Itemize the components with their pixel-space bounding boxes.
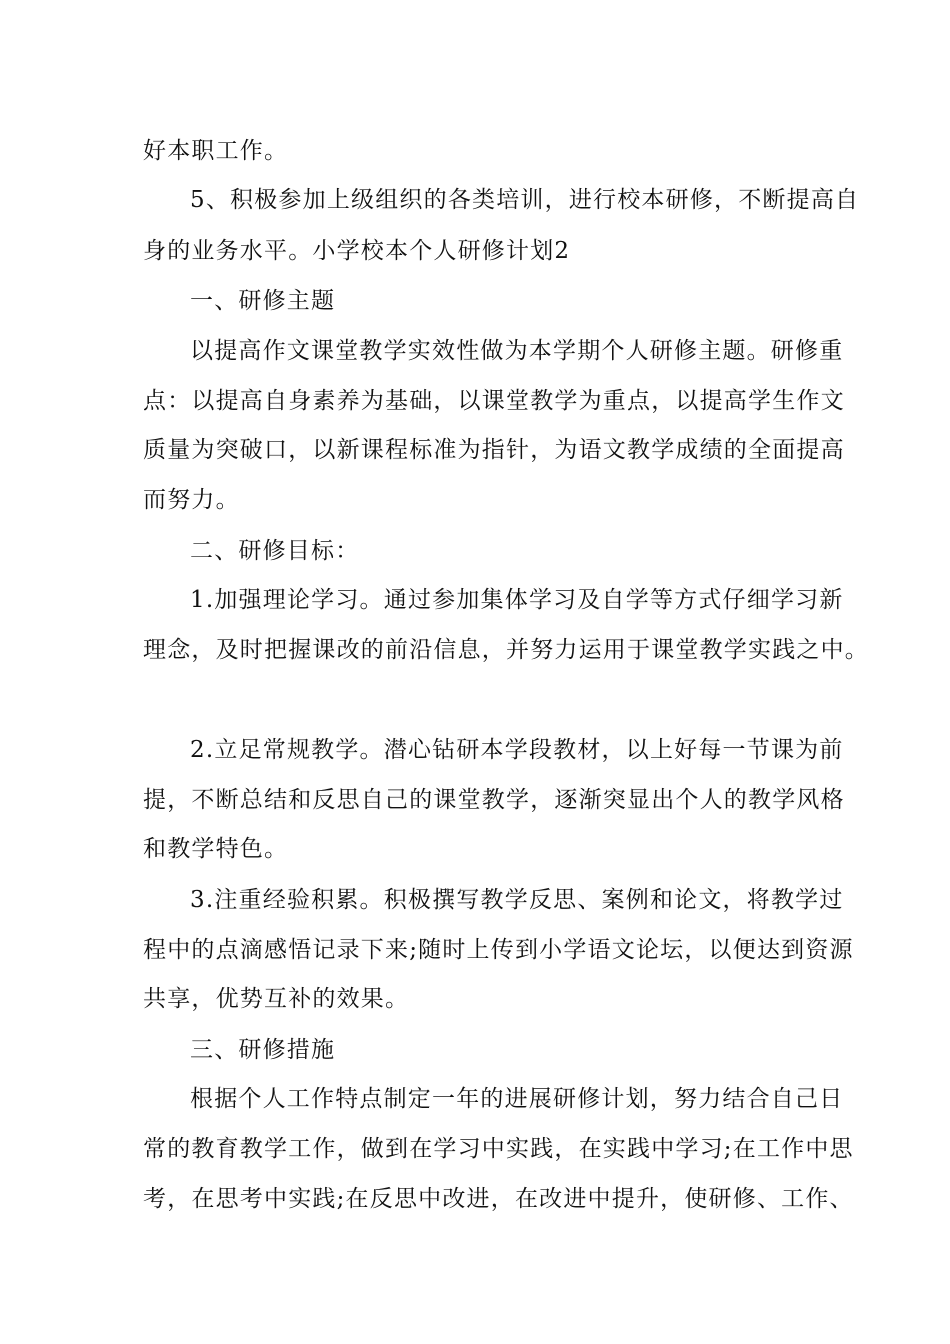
text-line: 提，不断总结和反思自己的课堂教学，逐渐突显出个人的教学风格 bbox=[143, 787, 845, 813]
text-line: 点：以提高自身素养为基础，以课堂教学为重点，以提高学生作文 bbox=[143, 388, 845, 414]
text-line: 和教学特色。 bbox=[143, 836, 289, 862]
text-line: 5、积极参加上级组织的各类培训，进行校本研修，不断提高自 bbox=[190, 187, 860, 213]
text-line: 2.立足常规教学。潜心钻研本学段教材，以上好每一节课为前 bbox=[190, 737, 844, 763]
text-line: 考，在思考中实践;在反思中改进，在改进中提升，使研修、工作、 bbox=[143, 1186, 854, 1212]
text-line: 以提高作文课堂教学实效性做为本学期个人研修主题。研修重 bbox=[190, 338, 844, 364]
text-line: 程中的点滴感悟记录下来;随时上传到小学语文论坛，以便达到资源 bbox=[143, 937, 854, 963]
text-line: 身的业务水平。小学校本个人研修计划2 bbox=[143, 238, 571, 264]
text-line: 常的教育教学工作，做到在学习中实践，在实践中学习;在工作中思 bbox=[143, 1136, 854, 1162]
text-line: 而努力。 bbox=[143, 487, 240, 513]
section-heading: 三、研修措施 bbox=[190, 1037, 336, 1063]
section-heading: 二、研修目标： bbox=[190, 538, 360, 564]
text-line: 理念，及时把握课改的前沿信息，并努力运用于课堂教学实践之中。 bbox=[143, 637, 869, 663]
section-heading: 一、研修主题 bbox=[190, 288, 336, 314]
text-line: 好本职工作。 bbox=[143, 138, 289, 164]
text-line: 共享，优势互补的效果。 bbox=[143, 986, 410, 1012]
text-line: 质量为突破口，以新课程标准为指针，为语文教学成绩的全面提高 bbox=[143, 437, 845, 463]
text-line: 3.注重经验积累。积极撰写教学反思、案例和论文，将教学过 bbox=[190, 887, 844, 913]
text-line: 根据个人工作特点制定一年的进展研修计划，努力结合自己日 bbox=[190, 1086, 844, 1112]
text-line: 1.加强理论学习。通过参加集体学习及自学等方式仔细学习新 bbox=[190, 587, 844, 613]
